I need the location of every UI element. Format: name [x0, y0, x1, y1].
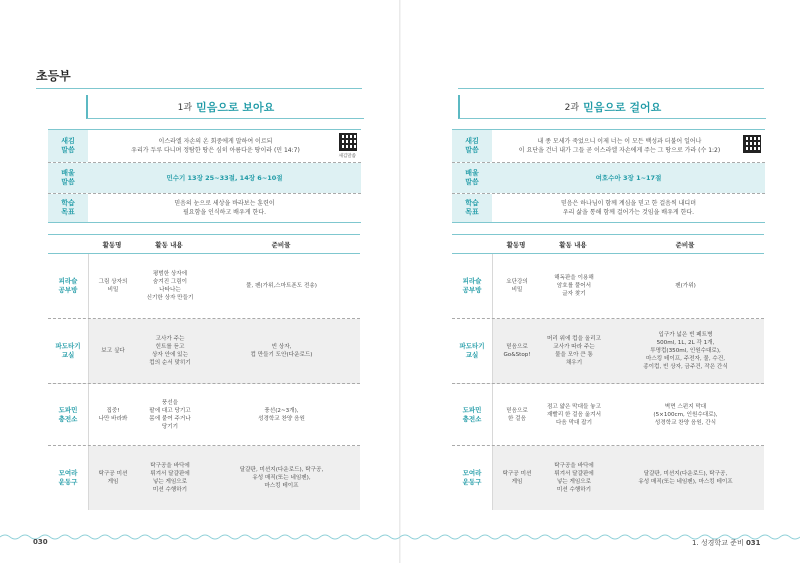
- section-label: 초등부: [36, 69, 71, 83]
- lesson-heading: [458, 95, 766, 119]
- activity-category: 모여라 운동구: [452, 446, 493, 510]
- info-row-study-text: [452, 163, 765, 194]
- activity-name: 그림 상자의 비밀: [98, 279, 128, 293]
- activity-table-header: [452, 234, 764, 254]
- activity-category: 도파민 충전소: [452, 384, 493, 445]
- qr-code-icon[interactable]: [339, 133, 357, 151]
- activity-row: [48, 384, 360, 446]
- activity-content: 고사가 주는 힌트를 듣고 상자 안에 있는 컵의 순서 맞히기: [149, 336, 191, 366]
- info-text: 믿음의 눈으로 세상을 바라보는 훈련이 필요함을 인식하고 배우게 한다.: [174, 200, 275, 216]
- header-materials: 준비물: [271, 240, 291, 249]
- activity-materials: 입구가 넓은 빈 페트병 500ml, 1L, 2L 각 1개, 투명컵(350ml, 인원수대로), 마스킹 테이프, 주전자, 물, 수건, 종이컵, 빈 상자, 금주건, 작은 간식: [643, 332, 728, 370]
- activity-row: [452, 254, 764, 319]
- info-label: 학습 목표: [48, 194, 88, 222]
- lesson-number: 1과: [177, 103, 193, 113]
- qr-caption: 새김말씀: [338, 154, 356, 159]
- activity-category: 피라슬 공부방: [452, 254, 493, 318]
- top-rule: [36, 88, 362, 89]
- lesson-title: 믿음으로 걸어요: [583, 100, 662, 114]
- info-text: 민수기 13장 25~33절, 14장 6~10절: [88, 163, 361, 193]
- activity-content: 점고 얇은 막대들 놓고 재빨리 한 걸음 옮겨서 다음 막대 잡기: [547, 403, 601, 426]
- lesson-number: 2과: [564, 103, 580, 113]
- header-materials: 준비물: [675, 240, 695, 249]
- header-activity-name: 활동명: [102, 240, 122, 249]
- page-number: 031: [745, 539, 761, 547]
- activity-content: 탁구공을 바닥에 튀겨서 달걀판에 넣는 게임으로 미션 수행하기: [150, 463, 190, 493]
- top-rule: [458, 88, 764, 89]
- info-row-learning-goal: [48, 194, 361, 223]
- header-activity-content: 활동 내용: [155, 240, 183, 249]
- activity-row: [48, 446, 360, 510]
- info-label: 배울 말씀: [48, 163, 88, 193]
- info-row-memory-verse: [452, 129, 765, 163]
- lesson-info-table: [48, 129, 361, 223]
- activity-materials: 풍선(2~3개), 성경학교 찬양 음원: [258, 407, 305, 422]
- activity-content: 해독판을 이용해 암호를 풀어서 글자 찾기: [554, 275, 594, 297]
- info-label: 학습 목표: [452, 194, 492, 222]
- activity-table: [452, 234, 764, 510]
- lesson-title: 믿음으로 보아요: [196, 100, 275, 114]
- page-footer: [692, 538, 761, 548]
- info-text: 이스라엘 자손의 온 회중에게 말하여 이르되 우리가 두루 다니며 정탐한 땅은 심히 아름다운 땅이라 (민 14:7) 새김말씀: [88, 130, 361, 162]
- activity-row: [452, 319, 764, 384]
- activity-materials: 펜(가위): [675, 283, 696, 289]
- info-label: 배울 말씀: [452, 163, 492, 193]
- header-activity-name: 활동명: [506, 240, 526, 249]
- activity-content: 평범한 상자에 숨겨진 그림이 나타나는 신기한 상자 만들기: [146, 271, 194, 301]
- activity-materials: 풀, 펜(가위,스마트폰도 전송): [246, 283, 317, 289]
- activity-materials: 달걀판, 미션지(다운로드), 탁구공, 유성 매직(또는 네임펜), 마스킹 테이프: [638, 471, 733, 485]
- activity-category: 모여라 운동구: [48, 446, 89, 510]
- right-page: [400, 0, 800, 563]
- activity-name: 탁구공 미션 게임: [502, 471, 532, 485]
- activity-content: 머리 위에 컵을 올리고 교사가 따라 주는 물을 모아 큰 통 채우기: [547, 336, 601, 366]
- header-activity-content: 활동 내용: [559, 240, 587, 249]
- wave-decoration: [0, 533, 400, 541]
- lesson-heading: [86, 95, 364, 119]
- activity-table-header: [48, 234, 360, 254]
- activity-materials: 달걀판, 미션지(다운로드), 탁구공, 유성 매직(또는 네임펜), 마스킹 테이프: [239, 467, 324, 489]
- activity-content: 탁구공을 바닥에 튀겨서 달걀판에 넣는 게임으로 미션 수행하기: [554, 463, 594, 493]
- activity-name: 탁구공 미션 게임: [98, 471, 128, 485]
- activity-name: 믿음으로 한 걸음: [506, 407, 528, 422]
- activity-category: 파도타기 교실: [452, 319, 493, 383]
- activity-name: 집중! 나만 바라봐: [98, 407, 128, 422]
- activity-materials: 빈 상자, 컵 만들기 도안(다운로드): [250, 344, 313, 358]
- activity-category: 파도타기 교실: [48, 319, 89, 383]
- info-label: 새김 말씀: [452, 130, 492, 162]
- activity-name: 믿음으로 Go&Stop!: [503, 344, 531, 358]
- info-text: 여호수아 3장 1~17절: [492, 163, 765, 193]
- activity-category: 피라슬 공부방: [48, 254, 89, 318]
- page-number: 030: [33, 538, 48, 546]
- activity-content: 풍선을 팔에 대고 당기고 몸에 붙여 주거나 당기기: [149, 399, 191, 430]
- activity-name: 보고 싶다: [101, 348, 125, 354]
- activity-row: [452, 446, 764, 510]
- info-row-memory-verse: [48, 129, 361, 163]
- activity-category: 도파민 충전소: [48, 384, 89, 445]
- activity-name: 요단강의 비밀: [506, 279, 528, 293]
- activity-row: [452, 384, 764, 446]
- info-text: 믿음은 하나님이 함께 계심을 믿고 한 걸음씩 내디뎌 우리 삶을 통해 함께 걸어가는 것임을 배우게 한다.: [560, 200, 697, 216]
- activity-row: [48, 319, 360, 384]
- info-label: 새김 말씀: [48, 130, 88, 162]
- info-row-learning-goal: [452, 194, 765, 223]
- info-text: 내 종 모세가 죽었으니 이제 너는 이 모든 백성과 더불어 일어나 이 요단을 건너 내가 그들 곧 이스라엘 자손에게 주는 그 땅으로 가라 (수 1:2): [492, 130, 765, 162]
- lesson-info-table: [452, 129, 765, 223]
- info-row-study-text: [48, 163, 361, 194]
- activity-materials: 벽면 스펀지 막대 (5×100cm, 인원수대로), 성경학교 찬양 음원, 간식: [653, 403, 718, 426]
- activity-table: [48, 234, 360, 510]
- chapter-label: 1. 성경학교 준비: [692, 539, 744, 547]
- activity-row: [48, 254, 360, 319]
- qr-code-icon[interactable]: [743, 135, 761, 153]
